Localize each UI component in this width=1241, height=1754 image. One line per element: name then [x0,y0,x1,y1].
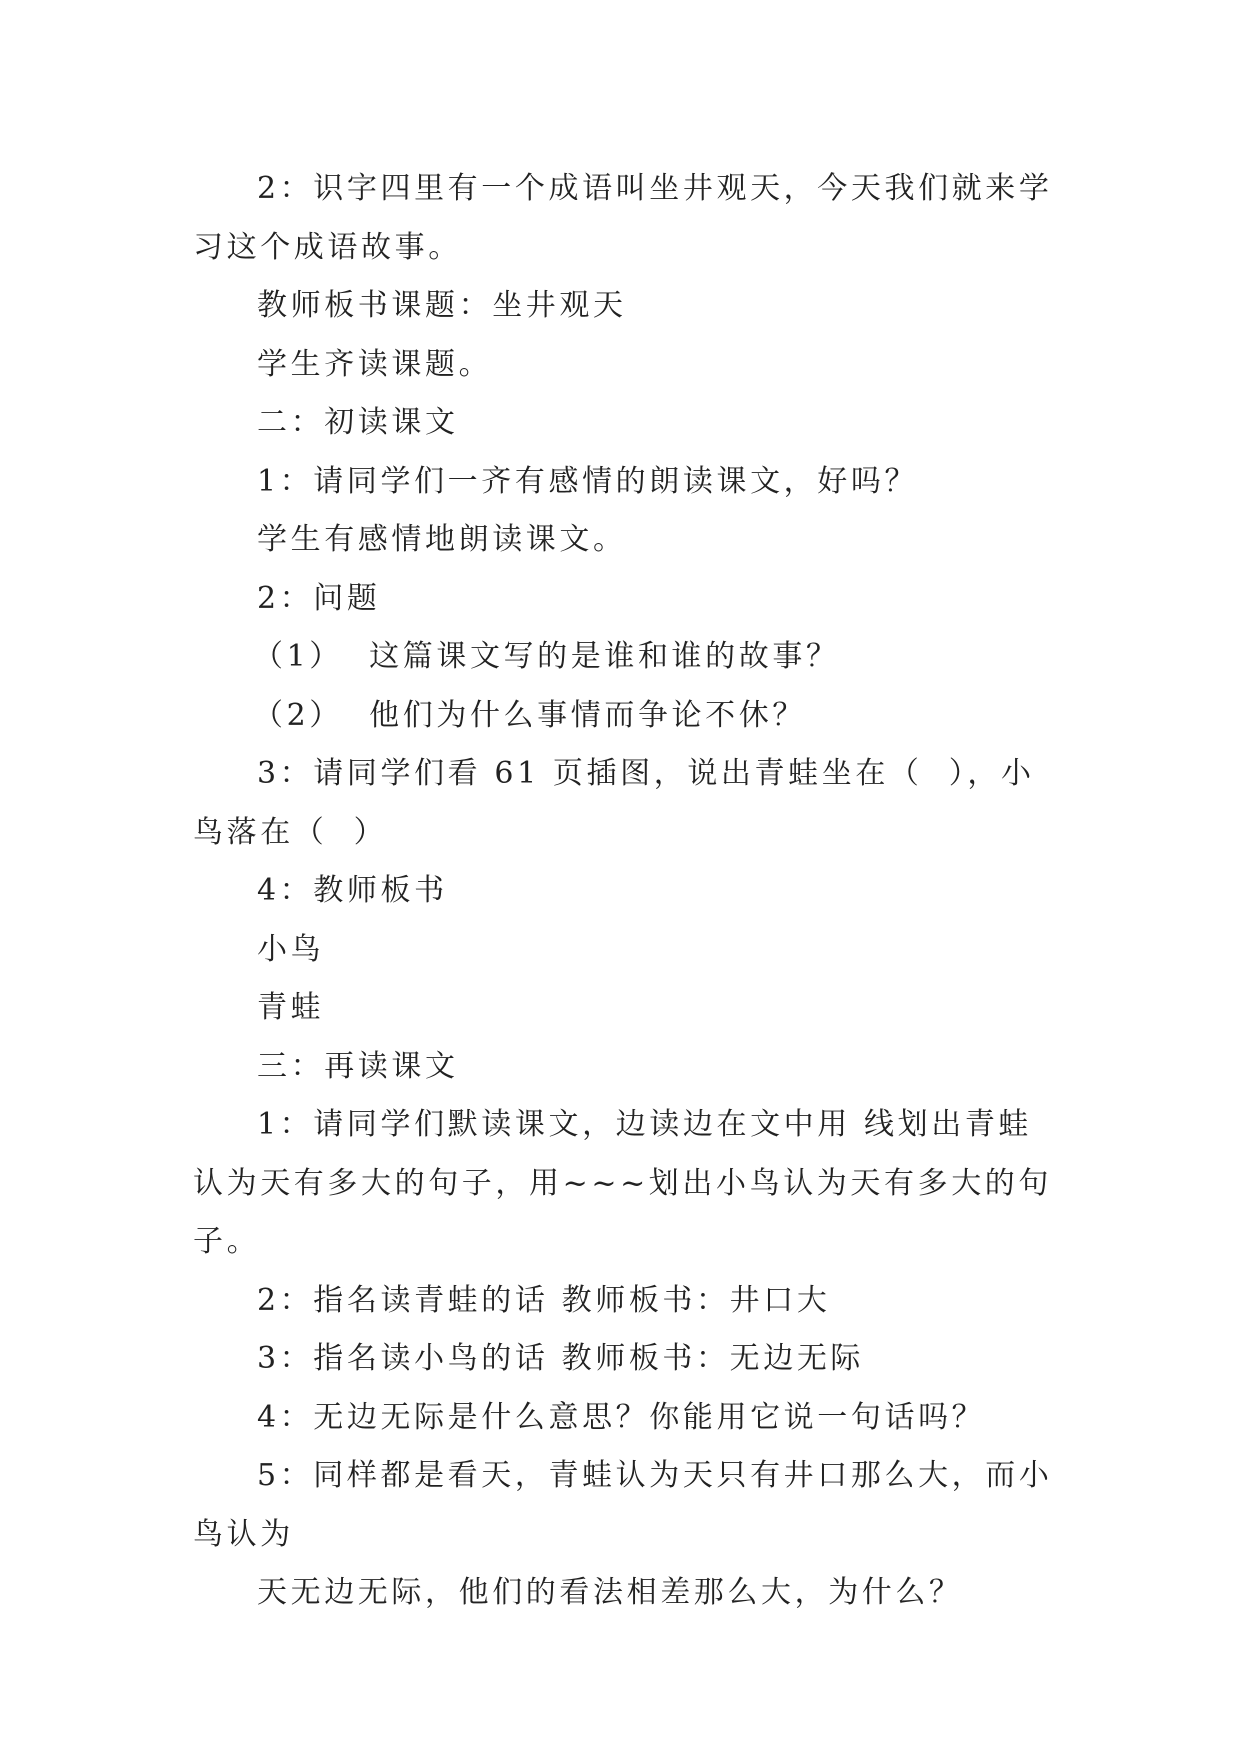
paragraph: 2：问题 [257,580,381,616]
document-body [193,160,1053,1623]
paragraph: 青蛙 [257,990,325,1025]
question-item: （1） 这篇课文写的是谁和谁的故事？ [253,639,840,674]
paragraph: 2：识字四里有一个成语叫坐井观天，今天我们就来学习这个成语故事。 [193,171,1053,265]
question-item: （2） 他们为什么事情而争论不休？ [253,697,806,733]
section-heading: 三：再读课文 [257,1048,459,1084]
paragraph: 教师板书课题：坐井观天 [257,288,627,323]
paragraph: 学生有感情地朗读课文。 [257,522,627,557]
paragraph: 5：同样都是看天，青蛙认为天只有井口那么大，而小鸟认为 [193,1458,1053,1552]
paragraph: 1：请同学们一齐有感情的朗读课文，好吗？ [257,463,919,499]
section-heading: 二：初读课文 [257,405,459,440]
paragraph: 3：请同学们看 61 页插图，说出青蛙坐在（ ），小鸟落在（ ） [193,756,1035,850]
paragraph: 天无边无际，他们的看法相差那么大，为什么？ [257,1575,963,1610]
paragraph: 4：教师板书 [257,873,448,908]
paragraph: 3：指名读小鸟的话 教师板书：无边无际 [257,1341,865,1376]
paragraph: 1：请同学们默读课文，边读边在文中用 线划出青蛙认为天有多大的句子，用~~~划出小鸟认为天有多大的句子。 [193,1107,1053,1259]
paragraph: 小鸟 [257,931,325,967]
paragraph: 2：指名读青蛙的话 教师板书：井口大 [257,1282,831,1318]
paragraph: 学生齐读课题。 [257,346,493,382]
paragraph: 4：无边无际是什么意思？你能用它说一句话吗？ [257,1399,986,1435]
